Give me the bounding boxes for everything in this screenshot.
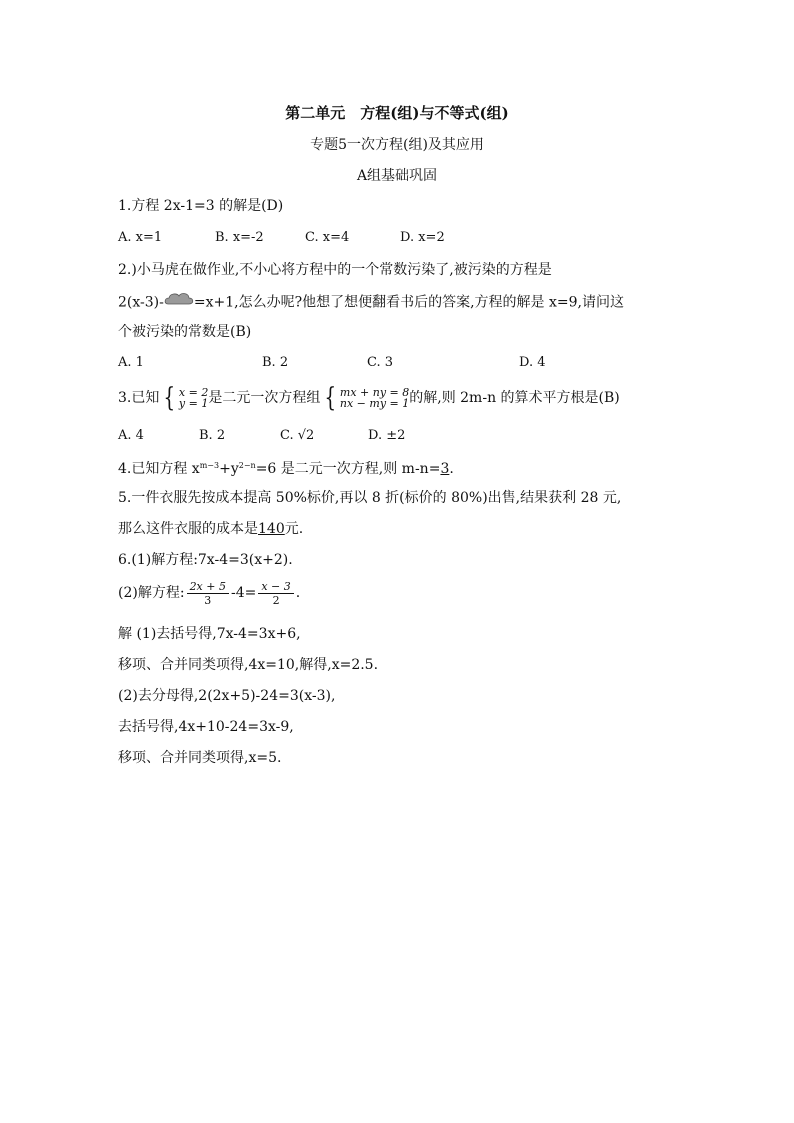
solution-line-5: 移项、合并同类项得,x=5. xyxy=(118,750,282,766)
q4-pre: 4.已知方程 x xyxy=(118,461,200,477)
q6-part2-mid: -4= xyxy=(230,585,257,601)
q2-option-b: B. 2 xyxy=(262,355,289,370)
q3-option-b: B. 2 xyxy=(199,428,226,443)
group-title: A组基础巩固 xyxy=(356,168,438,184)
q2-line3: 个被污染的常数是(B) xyxy=(118,324,252,340)
q3-option-d: D. ±2 xyxy=(368,428,406,443)
q4-answer: 3 xyxy=(440,461,450,477)
solution-line-2: 移项、合并同类项得,4x=10,解得,x=2.5. xyxy=(118,657,379,673)
frac1-denominator: 3 xyxy=(204,593,212,607)
q2-option-d: D. 4 xyxy=(519,355,546,370)
q5-line2-post: 元. xyxy=(284,521,304,537)
q3-solution-pair xyxy=(179,387,208,409)
q3-option-a: A. 4 xyxy=(118,428,144,443)
solution-line-1: 解 (1)去括号得,7x-4=3x+6, xyxy=(118,626,301,642)
q3-system xyxy=(340,387,409,409)
q6-part2 xyxy=(118,578,300,608)
q5-line2-pre: 那么这件衣服的成本是 xyxy=(118,521,258,537)
q4-mid: +y xyxy=(219,461,239,477)
brace-icon: { xyxy=(163,383,176,413)
q3-sol-x: x = 2 xyxy=(178,386,209,399)
q5-answer: 140 xyxy=(258,521,285,537)
q3-option-c: C. √2 xyxy=(280,428,315,443)
q6-part1: 6.(1)解方程:7x-4=3(x+2). xyxy=(118,552,293,568)
q1-stem: 1.方程 2x-1=3 的解是(D) xyxy=(118,198,284,214)
q2-line1: 2.)小马虎在做作业,不小心将方程中的一个常数污染了,被污染的方程是 xyxy=(118,262,552,278)
q3-eq1: mx + ny = 8 xyxy=(339,386,410,399)
q2-option-a: A. 1 xyxy=(118,355,144,370)
solution-line-4: 去括号得,4x+10-24=3x-9, xyxy=(118,719,294,735)
q1-option-a: A. x=1 xyxy=(118,230,163,245)
solution-line-3: (2)去分母得,2(2x+5)-24=3(x-3), xyxy=(118,688,336,704)
q1-option-b: B. x=-2 xyxy=(215,230,264,245)
q2-option-c: C. 3 xyxy=(367,355,394,370)
q5-line1: 5.一件衣服先按成本提高 50%标价,再以 8 折(标价的 80%)出售,结果获利 28 元, xyxy=(118,490,622,506)
q4-end: . xyxy=(449,461,454,477)
q1-option-d: D. x=2 xyxy=(400,230,445,245)
q2-line2 xyxy=(118,292,624,313)
q3-eq2: nx − my = 1 xyxy=(339,397,410,410)
frac2-denominator: 2 xyxy=(272,593,280,607)
q6-fraction-2 xyxy=(258,580,293,607)
q4-line xyxy=(118,457,454,478)
q3-post: 的解,则 2m-n 的算术平方根是(B) xyxy=(409,390,620,406)
q3-pre: 3.已知 xyxy=(118,390,160,406)
frac1-numerator: 2x + 5 xyxy=(187,580,229,594)
q4-exp2: 2−n xyxy=(238,461,256,470)
q2-line2-post: =x+1,怎么办呢?他想了想便翻看书后的答案,方程的解是 x=9,请问这 xyxy=(193,294,624,311)
brace-icon: { xyxy=(324,383,337,413)
q2-line2-pre: 2(x-3)- xyxy=(118,294,164,311)
q4-exp1: m−3 xyxy=(199,461,220,470)
q5-line2 xyxy=(118,520,303,538)
ink-blot-icon xyxy=(164,292,194,313)
q4-post: =6 是二元一次方程,则 m-n= xyxy=(255,461,441,477)
frac2-numerator: x − 3 xyxy=(258,580,293,594)
q6-part2-pre: (2)解方程: xyxy=(118,585,185,601)
q3-line xyxy=(118,384,620,412)
q1-option-c: C. x=4 xyxy=(305,230,350,245)
q3-sol-y: y = 1 xyxy=(178,397,209,410)
q3-mid: 是二元一次方程组 xyxy=(208,390,321,406)
q6-part2-end: . xyxy=(295,585,301,601)
page-title: 第二单元 方程(组)与不等式(组) xyxy=(285,104,509,122)
topic-title: 专题5一次方程(组)及其应用 xyxy=(310,137,484,153)
q6-fraction-1 xyxy=(187,580,229,607)
